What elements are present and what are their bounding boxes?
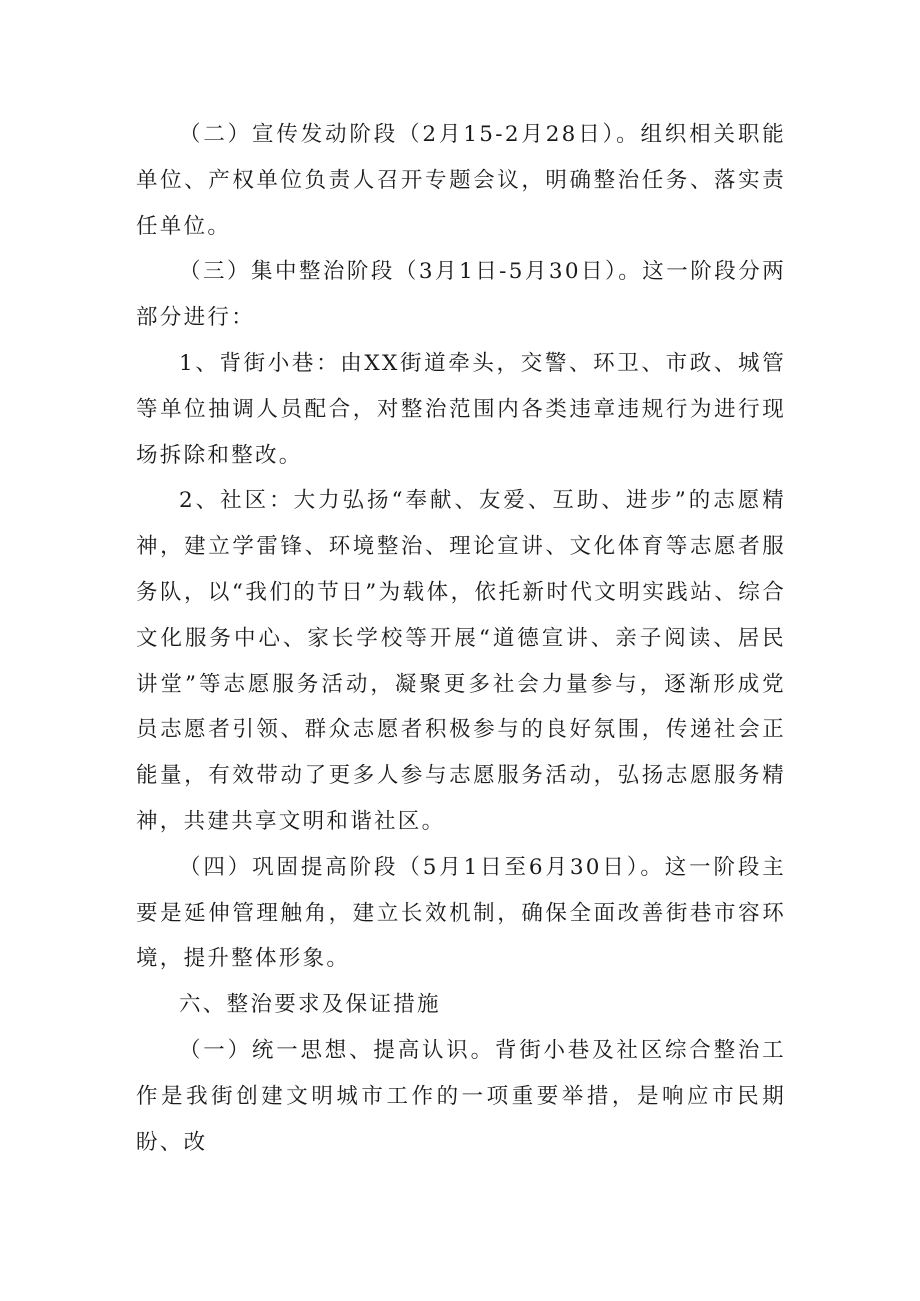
paragraph-back-alleys: 1、背街小巷：由XX街道牵头，交警、环卫、市政、城管等单位抽调人员配合，对整治范围内各类违章违规行为进行现场拆除和整改。 [136,350,786,468]
paragraph-consolidation-stage: （四）巩固提高阶段（5月1日至6月30日）。这一阶段主要是延伸管理触角，建立长效机制，确保全面改善街巷市容环境，提升整体形象。 [136,854,786,972]
section-heading-requirements: 六、整治要求及保证措施 [179,992,441,1018]
paragraph-community: 2、社区：大力弘扬“奉献、友爱、互助、进步”的志愿精神，建立学雷锋、环境整治、理论宣讲、文化体育等志愿者服务队，以“我们的节日”为载体，依托新时代文明实践站、综合文化服务中心、家长学校等开展“道德宣讲、亲子阅读、居民讲堂”等志愿服务活动，凝聚更多社会力量参与，逐渐形成党员志愿者引领、群众志愿者积极参与的良好氛围，传递社会正能量，有效带动了更多人参与志愿服务活动，弘扬志愿服务精神，共建共享文明和谐社区。 [136,488,786,834]
document-body [136,112,786,1165]
paragraph-publicity-stage: （二）宣传发动阶段（2月15-2月28日）。组织相关职能单位、产权单位负责人召开专题会议，明确整治任务、落实责任单位。 [136,122,786,239]
paragraph-concentrated-stage: （三）集中整治阶段（3月1日-5月30日）。这一阶段分两部分进行： [136,259,786,331]
paragraph-unify-thinking: （一）统一思想、提高认识。背街小巷及社区综合整治工作是我街创建文明城市工作的一项重要举措，是响应市民期盼、改 [136,1037,786,1155]
